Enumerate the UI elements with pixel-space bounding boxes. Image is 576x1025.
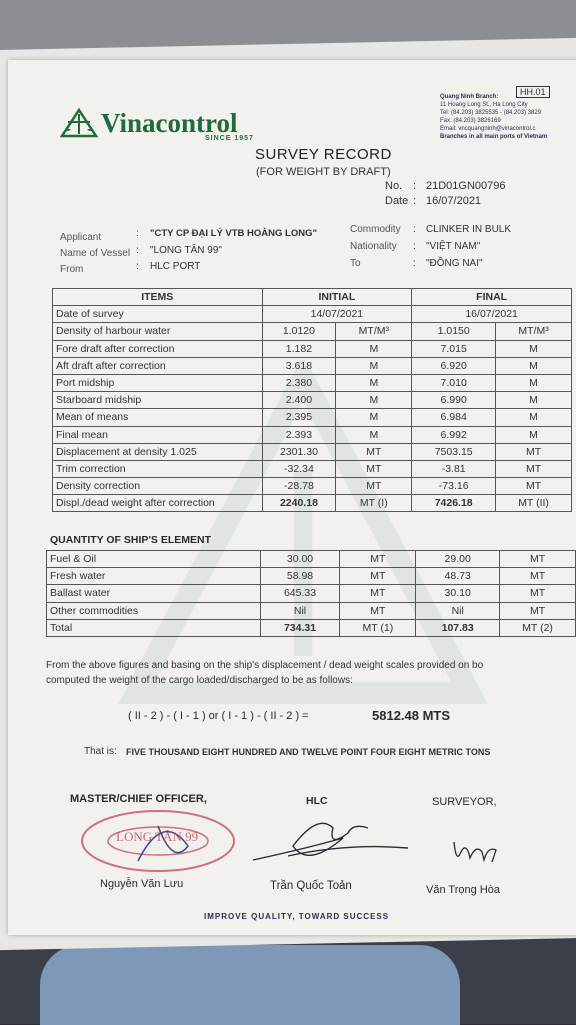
initial-unit-cell: M [336,392,412,409]
page-title: SURVEY RECORD [255,146,392,163]
record-date-label: Date [385,195,409,207]
final-unit-cell: MT [500,551,576,568]
final-value-cell: 6.984 [412,409,496,426]
final-value-cell: 7426.18 [412,495,496,512]
initial-unit-cell: M [336,374,412,391]
initial-value-cell: 2.395 [262,409,336,426]
final-unit-cell: MT/M³ [496,323,572,340]
final-unit-cell: MT [496,478,572,495]
initial-unit-cell: MT [336,443,412,460]
header-initial: INITIAL [262,289,412,306]
final-unit-cell: M [496,392,572,409]
initial-unit-cell: M [336,357,412,374]
initial-unit-cell: MT [340,551,416,568]
initial-value-cell: 14/07/2021 [262,306,412,323]
initial-unit-cell: MT [340,585,416,602]
initial-value-cell: 58.98 [260,568,340,585]
initial-unit-cell: M [336,409,412,426]
final-value-cell: Nil [416,602,500,619]
record-date-value: 16/07/2021 [426,195,482,207]
table-row [47,619,576,636]
item-cell: Starboard midship [53,392,263,409]
branch-line: 11 Hoang Long St., Ha Long City [440,102,528,108]
final-value-cell: 1.0150 [412,323,496,340]
final-unit-cell: MT [500,602,576,619]
final-value-cell: 6.920 [412,357,496,374]
vessel-label: Name of Vessel [60,248,131,259]
record-no-label: No. [385,180,403,192]
footer-slogan: IMPROVE QUALITY, TOWARD SUCCESS [204,912,390,921]
final-value-cell: 107.83 [416,619,500,636]
final-unit-cell: M [496,340,572,357]
record-date-sep: : [413,195,417,207]
final-unit-cell: M [496,409,572,426]
branch-line: Tel: (84.203) 3825535 - (84.203) 3829 [440,110,542,116]
form-code: HH.01 [516,86,550,98]
final-unit-cell: MT [496,443,572,460]
initial-unit-cell: MT [336,460,412,477]
item-cell: Fresh water [47,568,261,585]
initial-value-cell: -28.78 [262,478,336,495]
record-no-sep: : [413,180,417,192]
result-value: 5812.48 MTS [372,708,451,723]
nationality-value: "VIỆT NAM" [426,241,481,252]
initial-unit-cell: MT (1) [340,619,416,636]
table-row [53,495,572,512]
final-unit-cell: MT (II) [496,495,572,512]
record-no-value: 21D01GN00796 [426,180,506,192]
initial-value-cell: Nil [260,602,340,619]
hlc-signature-icon [248,808,418,870]
fabric-bottom [40,945,460,1025]
initial-value-cell: 2.393 [262,426,336,443]
since-text: SINCE 1957 [205,135,254,142]
ship-element-heading: QUANTITY OF SHIP'S ELEMENT [50,534,211,546]
commodity-label: Commodity [350,224,401,235]
table-row [53,478,572,495]
table-row [53,460,572,477]
table-row [53,392,572,409]
table-row [47,568,576,585]
hlc-title: HLC [306,795,328,807]
item-cell: Displ./dead weight after correction [53,495,263,512]
final-unit-cell: M [496,426,572,443]
item-cell: Aft draft after correction [53,357,263,374]
final-unit-cell: M [496,374,572,391]
to-value: "ĐỒNG NAI" [426,258,483,269]
item-cell: Density of harbour water [53,323,263,340]
table-header-row [53,289,572,306]
final-unit-cell: MT [500,568,576,585]
from-label: From [60,264,84,275]
final-value-cell: 7.015 [412,340,496,357]
final-unit-cell: MT [496,460,572,477]
applicant-label: Applicant [60,232,102,243]
initial-value-cell: -32.34 [262,460,336,477]
master-title: MASTER/CHIEF OFFICER, [70,793,207,805]
page-subtitle: (FOR WEIGHT BY DRAFT) [256,166,391,178]
surveyor-title: SURVEYOR, [432,796,497,808]
to-label: To [350,258,361,269]
branch-info [440,93,547,141]
table-row [47,585,576,602]
branch-line: Branches in all main ports of Vietnam [440,134,548,140]
initial-unit-cell: MT [336,478,412,495]
item-cell: Displacement at density 1.025 [53,443,263,460]
initial-unit-cell: MT (I) [336,495,412,512]
table-row [53,306,572,323]
survey-document: Vinacontrol SINCE 1957 HH.01 Quang Ninh Branch: 11 Hoang Long St., Ha Long City Tel: (84.203) 3825535 - (84.203) 3829 Fax: (84.203) 3826169 Email: vncquangninh@vinacontrol.c Branches in all main ports of Vietnam SURVEY RECORD (FOR WEIGHT BY DRAFT) No. : 21D01GN00796 Date : 16/07/2021 Applicant : "CTY CP ĐẠI LÝ VTB HOÀNG LONG" Name of Vessel : "LONG TÂN 99" From : HLC PORT Commodity : CLINKER IN BULK Nationality : "VIỆT NAM" To : "ĐỒNG NAI" ITEMS INITIAL FINAL Date of survey 14/07/2021 16/07/2021 Density of harbour water 1.0120 MT/M³ 1.0150 MT/M³ Fore draft after correction 1.182 M 7.015 M Aft draft after correction 3.618 M 6.920 M Port midship 2.380 M 7.010 M Starboard midship 2.400 M 6.990 M Mean of means 2.395 M 6.984 M Final mean 2.393 M 6.992 M Displacement at density 1.025 2301.30 MT 7503.15 MT Trim correction -32.34 MT -3.81 MT Density correction -28.78 MT -73.16 MT Displ./dead weight after correction 2240.18 MT (I) 7426.18 MT (II) QUANTITY OF SHIP'S ELEMENT Fuel & Oil 30.00 MT 29.00 MT Fresh water 58.98 MT 48.73 MT Ballast water 645.33 MT 30.10 MT Other commodities Nil MT Nil MT Total 734.31 MT (1) 107.83 MT (2) From the above figures and basing on the ship's displacement / dead weight scales provided on bo computed the weight of the cargo loaded/discharged to be as follows: ( II - 2 ) - ( I - 1 ) or ( I - 1 ) - ( II - 2 ) = 5812.48 MTS That is: FIVE THOUSAND EIGHT HUNDRED AND TWELVE POINT FOUR EIGHT METRIC TONS MASTER/CHIEF OFFICER, HLC SURVEYOR, LONG TÂN 99 Nguyễn Văn Lưu Trần Quốc Toản Văn Trọng Hòa IMPROVE QUALITY, TOWARD SUCCESS [8,60,576,935]
table-row [53,357,572,374]
initial-unit-cell: MT/M³ [336,323,412,340]
initial-unit-cell: M [336,340,412,357]
scale-logo-icon [60,108,98,138]
company-logo: Vinacontrol [101,108,238,138]
initial-value-cell: 734.31 [260,619,340,636]
final-unit-cell: M [496,357,572,374]
final-value-cell: 29.00 [416,551,500,568]
initial-unit-cell: MT [340,568,416,585]
surveyor-signature-icon [448,832,508,868]
table-row [53,443,572,460]
nationality-label: Nationality [350,241,397,252]
item-cell: Ballast water [47,585,261,602]
header-items: ITEMS [53,289,263,306]
branch-line: Quang Ninh Branch: [440,94,499,100]
table-row [53,426,572,443]
hlc-name: Trần Quốc Toản [270,880,352,892]
item-cell: Total [47,619,261,636]
from-value: HLC PORT [150,261,201,272]
initial-value-cell: 2.380 [262,374,336,391]
table-row [47,602,576,619]
item-cell: Density correction [53,478,263,495]
statement-line-1: From the above figures and basing on the ship's displacement / dead weight scales provided on bo [46,660,484,671]
master-name: Nguyễn Văn Lưu [100,878,184,890]
branch-line: Fax: (84.203) 3826169 [440,118,501,124]
item-cell: Fuel & Oil [47,551,261,568]
statement-line-2: computed the weight of the cargo loaded/discharged to be as follows: [46,675,353,686]
ship-element-table [46,550,576,637]
initial-value-cell: 30.00 [260,551,340,568]
initial-unit-cell: MT [340,602,416,619]
initial-value-cell: 1.0120 [262,323,336,340]
words-value: FIVE THOUSAND EIGHT HUNDRED AND TWELVE POINT FOUR EIGHT METRIC TONS [126,747,491,757]
final-unit-cell: MT (2) [500,619,576,636]
table-row [53,374,572,391]
branch-line: Email: vncquangninh@vinacontrol.c [440,126,536,132]
table-row [53,340,572,357]
initial-value-cell: 2301.30 [262,443,336,460]
table-row [53,409,572,426]
words-label: That is: [84,746,117,757]
final-value-cell: -73.16 [412,478,496,495]
header-final: FINAL [412,289,572,306]
item-cell: Trim correction [53,460,263,477]
stamp-text: LONG TÂN 99 [116,829,199,844]
final-value-cell: 6.992 [412,426,496,443]
final-value-cell: 48.73 [416,568,500,585]
initial-value-cell: 2240.18 [262,495,336,512]
final-unit-cell: MT [500,585,576,602]
item-cell: Mean of means [53,409,263,426]
final-value-cell: 7503.15 [412,443,496,460]
table-row [53,323,572,340]
surveyor-name: Văn Trọng Hòa [426,884,500,896]
initial-value-cell: 2.400 [262,392,336,409]
initial-value-cell: 1.182 [262,340,336,357]
vessel-value: "LONG TÂN 99" [150,245,222,256]
final-value-cell: 7.010 [412,374,496,391]
formula: ( II - 2 ) - ( I - 1 ) or ( I - 1 ) - ( II - 2 ) = [128,710,309,722]
initial-unit-cell: M [336,426,412,443]
initial-value-cell: 645.33 [260,585,340,602]
final-value-cell: 16/07/2021 [412,306,572,323]
final-value-cell: -3.81 [412,460,496,477]
applicant-value: "CTY CP ĐẠI LÝ VTB HOÀNG LONG" [150,228,318,239]
final-value-cell: 30.10 [416,585,500,602]
item-cell: Port midship [53,374,263,391]
table-row [47,551,576,568]
item-cell: Other commodities [47,602,261,619]
item-cell: Fore draft after correction [53,340,263,357]
item-cell: Final mean [53,426,263,443]
initial-value-cell: 3.618 [262,357,336,374]
item-cell: Date of survey [53,306,263,323]
commodity-value: CLINKER IN BULK [426,224,512,235]
final-value-cell: 6.990 [412,392,496,409]
draft-survey-table [52,288,572,512]
